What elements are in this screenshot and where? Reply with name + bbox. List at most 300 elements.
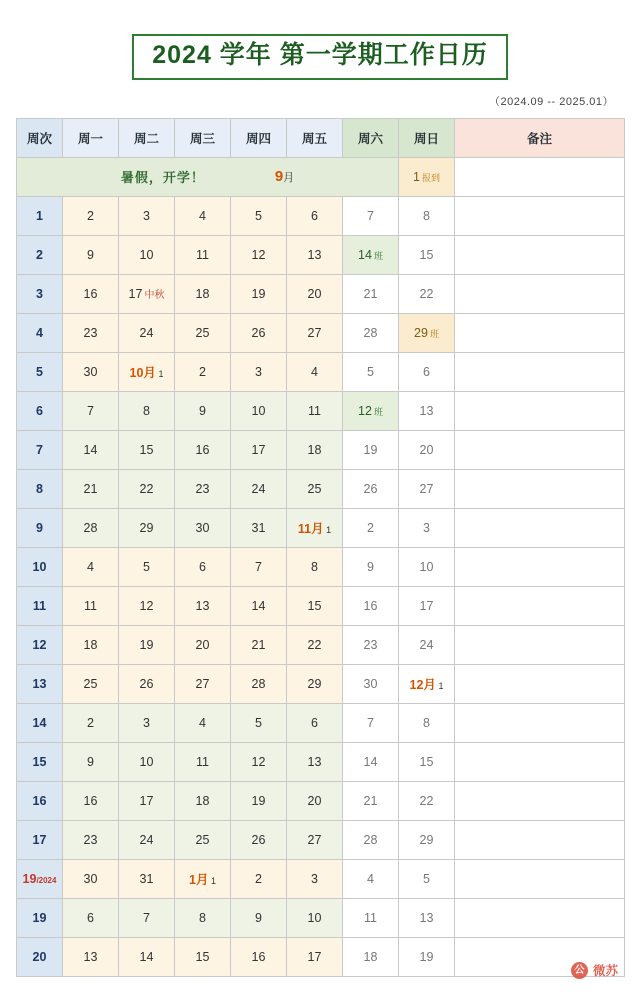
watermark — [571, 961, 618, 979]
day-number: 6 — [199, 559, 206, 574]
banner-cell — [17, 157, 399, 196]
day-cell-tue — [119, 196, 175, 235]
week-number-cell — [17, 820, 63, 859]
day-cell-wed — [175, 547, 231, 586]
day-cell-sun — [399, 664, 455, 703]
day-number: 11 — [364, 910, 377, 925]
day-number: 5 — [255, 208, 262, 223]
week-number: 8 — [36, 481, 43, 496]
table-row — [17, 820, 625, 859]
day-number: 12 — [251, 754, 266, 769]
day-number: 3 — [423, 520, 430, 535]
day-number: 6 — [311, 208, 318, 223]
week-number: 12 — [32, 637, 47, 652]
day-cell-sun — [399, 430, 455, 469]
table-row — [17, 274, 625, 313]
note-cell[interactable] — [455, 430, 625, 469]
day-number: 3 — [255, 364, 262, 379]
calendar-page — [0, 34, 640, 995]
day-number: 29 — [139, 520, 154, 535]
day-cell-wed — [175, 781, 231, 820]
day-number: 28 — [251, 676, 266, 691]
note-cell[interactable] — [455, 196, 625, 235]
header-sat: 周六 — [343, 118, 399, 157]
day-cell-thu — [231, 937, 287, 976]
day-number: 11 — [196, 754, 209, 769]
day-number: 5 — [143, 559, 150, 574]
day-number: 19 — [363, 442, 378, 457]
day-cell-sat — [343, 547, 399, 586]
table-row — [17, 469, 625, 508]
day-cell-sun — [399, 742, 455, 781]
day-number: 18 — [363, 949, 378, 964]
week-number-cell — [17, 508, 63, 547]
day-number: 15 — [307, 598, 322, 613]
day-number: 23 — [83, 832, 98, 847]
watermark-text: 微苏 — [592, 964, 618, 978]
day-number: 31 — [251, 520, 266, 535]
day-cell-sat — [343, 196, 399, 235]
day-cell-wed — [175, 625, 231, 664]
day-number: 14 — [358, 247, 372, 262]
note-cell[interactable] — [455, 274, 625, 313]
day-number: 17 — [307, 949, 322, 964]
day-cell-sat — [343, 352, 399, 391]
note-cell[interactable] — [455, 820, 625, 859]
day-cell-wed — [175, 391, 231, 430]
day-cell-wed — [175, 664, 231, 703]
day-number: 28 — [83, 520, 98, 535]
day-number: 10 — [251, 403, 266, 418]
day-number: 10 — [307, 910, 322, 925]
day-number: 18 — [195, 286, 210, 301]
day-number: 7 — [367, 208, 374, 223]
day-number: 2 — [255, 871, 262, 886]
watermark-logo-icon: 公 — [571, 962, 588, 979]
table-row — [17, 430, 625, 469]
day-number: 22 — [307, 637, 322, 652]
day-cell-thu — [231, 274, 287, 313]
day-number: 5 — [367, 364, 374, 379]
day-cell-fri — [287, 781, 343, 820]
day-cell-wed — [175, 703, 231, 742]
day-cell-mon — [63, 742, 119, 781]
note-cell[interactable] — [455, 664, 625, 703]
day-number: 27 — [419, 481, 434, 496]
header-note: 备注 — [455, 118, 625, 157]
day-number: 3 — [143, 208, 150, 223]
week-number-cell — [17, 235, 63, 274]
day-number: 28 — [363, 832, 378, 847]
day-number: 25 — [83, 676, 98, 691]
day-number: 30 — [363, 676, 378, 691]
week-number: 6 — [36, 403, 43, 418]
table-row — [17, 703, 625, 742]
day-number: 31 — [139, 871, 154, 886]
day-cell-mon — [63, 820, 119, 859]
day-number: 19 — [251, 286, 266, 301]
day-number: 14 — [139, 949, 154, 964]
day-number: 13 — [419, 910, 434, 925]
note-cell[interactable] — [455, 742, 625, 781]
banner-sunday-badge: 报到 — [421, 172, 440, 183]
month-first-day: 1 — [208, 875, 216, 886]
note-cell[interactable] — [455, 352, 625, 391]
day-cell-thu — [231, 469, 287, 508]
festival-label: 中秋 — [144, 290, 165, 301]
day-number: 7 — [367, 715, 374, 730]
day-cell-sat — [343, 898, 399, 937]
day-cell-tue — [119, 391, 175, 430]
day-number: 24 — [419, 637, 434, 652]
day-cell-thu — [231, 430, 287, 469]
day-number: 14 — [83, 442, 98, 457]
day-cell-tue — [119, 898, 175, 937]
note-cell[interactable] — [455, 586, 625, 625]
day-number: 21 — [83, 481, 98, 496]
page-title: 2024 学年 第一学期工作日历 — [152, 41, 488, 69]
day-cell-sat — [343, 274, 399, 313]
workday-badge: 班 — [373, 250, 383, 261]
day-number: 11 — [84, 598, 97, 613]
day-cell-tue — [119, 274, 175, 313]
table-row — [17, 742, 625, 781]
day-cell-fri — [287, 235, 343, 274]
day-number: 22 — [419, 286, 434, 301]
day-cell-sun — [399, 859, 455, 898]
day-number: 25 — [195, 832, 210, 847]
day-cell-sat — [343, 703, 399, 742]
month-marker: 12月 — [409, 677, 436, 692]
day-number: 4 — [367, 871, 374, 886]
day-number: 19 — [139, 637, 154, 652]
day-number: 9 — [87, 754, 94, 769]
day-cell-mon — [63, 469, 119, 508]
day-number: 30 — [83, 871, 98, 886]
day-number: 6 — [423, 364, 430, 379]
note-cell[interactable] — [455, 625, 625, 664]
day-number: 3 — [143, 715, 150, 730]
note-cell[interactable] — [455, 235, 625, 274]
day-cell-fri — [287, 469, 343, 508]
day-cell-thu — [231, 391, 287, 430]
day-number: 29 — [414, 325, 428, 340]
day-number: 26 — [363, 481, 378, 496]
day-number: 6 — [311, 715, 318, 730]
day-number: 22 — [419, 793, 434, 808]
day-cell-mon — [63, 352, 119, 391]
week-number-cell — [17, 664, 63, 703]
week-number-cell — [17, 625, 63, 664]
note-cell[interactable] — [455, 781, 625, 820]
week-number-cell — [17, 391, 63, 430]
day-cell-sun — [399, 352, 455, 391]
week-number: 5 — [36, 364, 43, 379]
week-number-cell — [17, 703, 63, 742]
day-cell-fri — [287, 703, 343, 742]
day-cell-sun — [399, 274, 455, 313]
day-cell-sat — [343, 469, 399, 508]
day-cell-fri — [287, 664, 343, 703]
date-range-subtitle: （2024.09 -- 2025.01） — [489, 95, 614, 108]
day-cell-tue — [119, 742, 175, 781]
day-number: 17 — [139, 793, 154, 808]
day-cell-sat — [343, 781, 399, 820]
month-marker: 10月 — [129, 365, 156, 380]
day-cell-sun — [399, 820, 455, 859]
week-number: 16 — [32, 793, 47, 808]
day-number: 9 — [367, 559, 374, 574]
day-number: 11 — [196, 247, 209, 262]
week-number: 14 — [32, 715, 47, 730]
week-number-cell — [17, 898, 63, 937]
day-number: 9 — [199, 403, 206, 418]
week-number: 2 — [36, 247, 43, 262]
day-number: 2 — [199, 364, 206, 379]
day-cell-sat — [343, 313, 399, 352]
day-cell-fri — [287, 274, 343, 313]
day-cell-tue — [119, 313, 175, 352]
day-number: 4 — [87, 559, 94, 574]
day-number: 18 — [83, 637, 98, 652]
table-row — [17, 625, 625, 664]
table-row — [17, 235, 625, 274]
workday-badge: 班 — [429, 328, 439, 339]
day-cell-wed — [175, 859, 231, 898]
week-number-suffix: /2024 — [36, 875, 57, 885]
week-number-cell — [17, 196, 63, 235]
day-number: 18 — [195, 793, 210, 808]
day-cell-sat — [343, 664, 399, 703]
day-number: 4 — [199, 715, 206, 730]
day-number: 21 — [363, 286, 378, 301]
day-cell-tue — [119, 508, 175, 547]
table-row — [17, 781, 625, 820]
banner-sunday-cell — [399, 157, 455, 196]
day-cell-fri — [287, 391, 343, 430]
header-tue: 周二 — [119, 118, 175, 157]
day-cell-wed — [175, 586, 231, 625]
day-number: 2 — [87, 208, 94, 223]
day-cell-wed — [175, 274, 231, 313]
day-cell-fri — [287, 586, 343, 625]
day-cell-mon — [63, 430, 119, 469]
day-cell-sun — [399, 625, 455, 664]
month-first-day: 1 — [435, 680, 444, 691]
day-cell-tue — [119, 820, 175, 859]
day-cell-fri — [287, 625, 343, 664]
day-number: 8 — [311, 559, 318, 574]
month-first-day: 1 — [323, 524, 332, 535]
week-number-cell — [17, 547, 63, 586]
banner-row — [17, 157, 625, 196]
day-cell-tue — [119, 469, 175, 508]
week-number-cell — [17, 469, 63, 508]
day-cell-mon — [63, 235, 119, 274]
day-cell-sun — [399, 313, 455, 352]
day-cell-wed — [175, 937, 231, 976]
day-cell-sat — [343, 391, 399, 430]
title-box — [132, 34, 508, 80]
day-cell-tue — [119, 352, 175, 391]
table-row — [17, 586, 625, 625]
table-row — [17, 508, 625, 547]
week-number-cell — [17, 781, 63, 820]
week-number-cell — [17, 352, 63, 391]
week-number-cell — [17, 586, 63, 625]
day-cell-sat — [343, 430, 399, 469]
day-cell-wed — [175, 898, 231, 937]
day-cell-thu — [231, 625, 287, 664]
week-number: 19 — [32, 910, 47, 925]
day-number: 28 — [363, 325, 378, 340]
day-number: 6 — [87, 910, 94, 925]
day-cell-tue — [119, 859, 175, 898]
day-cell-mon — [63, 859, 119, 898]
week-number: 9 — [36, 520, 43, 535]
day-cell-fri — [287, 742, 343, 781]
day-cell-tue — [119, 664, 175, 703]
table-row — [17, 859, 625, 898]
day-number: 13 — [83, 949, 98, 964]
day-cell-tue — [119, 430, 175, 469]
table-row — [17, 664, 625, 703]
day-number: 7 — [143, 910, 150, 925]
note-cell[interactable] — [455, 547, 625, 586]
day-cell-thu — [231, 547, 287, 586]
day-number: 16 — [83, 286, 98, 301]
day-cell-thu — [231, 196, 287, 235]
day-number: 15 — [139, 442, 154, 457]
day-cell-wed — [175, 742, 231, 781]
day-number: 4 — [311, 364, 318, 379]
day-cell-thu — [231, 235, 287, 274]
day-cell-sun — [399, 547, 455, 586]
day-cell-tue — [119, 781, 175, 820]
day-number: 17 — [128, 287, 143, 301]
table-body — [17, 157, 625, 976]
day-cell-thu — [231, 820, 287, 859]
header-fri: 周五 — [287, 118, 343, 157]
day-cell-fri — [287, 313, 343, 352]
day-cell-fri — [287, 820, 343, 859]
day-cell-sat — [343, 937, 399, 976]
day-number: 2 — [87, 715, 94, 730]
day-number: 25 — [307, 481, 322, 496]
day-cell-fri — [287, 547, 343, 586]
day-cell-mon — [63, 391, 119, 430]
day-cell-sat — [343, 820, 399, 859]
note-cell[interactable] — [455, 508, 625, 547]
day-number: 19 — [251, 793, 266, 808]
day-number: 13 — [307, 754, 322, 769]
day-cell-sat — [343, 235, 399, 274]
header-mon: 周一 — [63, 118, 119, 157]
month-marker: 11月 — [297, 521, 324, 536]
day-number: 10 — [139, 754, 154, 769]
day-cell-sat — [343, 742, 399, 781]
day-cell-thu — [231, 898, 287, 937]
header-thu: 周四 — [231, 118, 287, 157]
day-number: 8 — [143, 403, 150, 418]
note-cell[interactable] — [455, 313, 625, 352]
day-number: 25 — [195, 325, 210, 340]
note-cell[interactable] — [455, 898, 625, 937]
week-number-cell — [17, 937, 63, 976]
title-container — [16, 34, 624, 80]
day-cell-mon — [63, 703, 119, 742]
day-number: 10 — [419, 559, 434, 574]
day-number: 4 — [199, 208, 206, 223]
day-cell-fri — [287, 352, 343, 391]
day-number: 21 — [251, 637, 266, 652]
note-cell[interactable] — [455, 469, 625, 508]
day-number: 15 — [419, 247, 434, 262]
day-cell-sun — [399, 235, 455, 274]
day-cell-wed — [175, 196, 231, 235]
week-number-cell — [17, 274, 63, 313]
day-cell-sun — [399, 391, 455, 430]
banner-note: 暑假，开学！ — [120, 170, 205, 185]
day-cell-tue — [119, 937, 175, 976]
day-number: 13 — [419, 403, 434, 418]
day-number: 20 — [307, 286, 322, 301]
day-number: 27 — [307, 832, 322, 847]
day-number: 18 — [307, 442, 322, 457]
banner-month-suffix: 月 — [283, 172, 295, 184]
day-number: 17 — [419, 598, 434, 613]
day-number: 30 — [195, 520, 210, 535]
day-number: 20 — [195, 637, 210, 652]
banner-sunday-date: 1 — [413, 169, 420, 184]
day-number: 19 — [419, 949, 434, 964]
day-cell-thu — [231, 664, 287, 703]
week-number: 13 — [32, 676, 47, 691]
note-cell[interactable] — [455, 859, 625, 898]
day-number: 8 — [199, 910, 206, 925]
day-cell-thu — [231, 859, 287, 898]
header-sun: 周日 — [399, 118, 455, 157]
day-cell-tue — [119, 625, 175, 664]
week-number: 15 — [32, 754, 47, 769]
day-number: 16 — [363, 598, 378, 613]
week-number-cell — [17, 313, 63, 352]
note-cell[interactable] — [455, 703, 625, 742]
day-number: 26 — [139, 676, 154, 691]
day-cell-sat — [343, 586, 399, 625]
month-first-day: 1 — [155, 368, 164, 379]
day-cell-wed — [175, 352, 231, 391]
note-cell[interactable] — [455, 391, 625, 430]
day-cell-wed — [175, 820, 231, 859]
day-cell-mon — [63, 313, 119, 352]
day-number: 12 — [251, 247, 266, 262]
week-number: 7 — [36, 442, 43, 457]
day-number: 27 — [195, 676, 210, 691]
day-cell-mon — [63, 664, 119, 703]
day-number: 20 — [307, 793, 322, 808]
day-number: 21 — [363, 793, 378, 808]
day-cell-thu — [231, 313, 287, 352]
week-number: 4 — [36, 325, 43, 340]
day-number: 16 — [251, 949, 266, 964]
day-cell-sun — [399, 469, 455, 508]
header-week: 周次 — [17, 118, 63, 157]
day-cell-tue — [119, 703, 175, 742]
day-cell-fri — [287, 196, 343, 235]
day-number: 24 — [139, 325, 154, 340]
day-cell-thu — [231, 508, 287, 547]
